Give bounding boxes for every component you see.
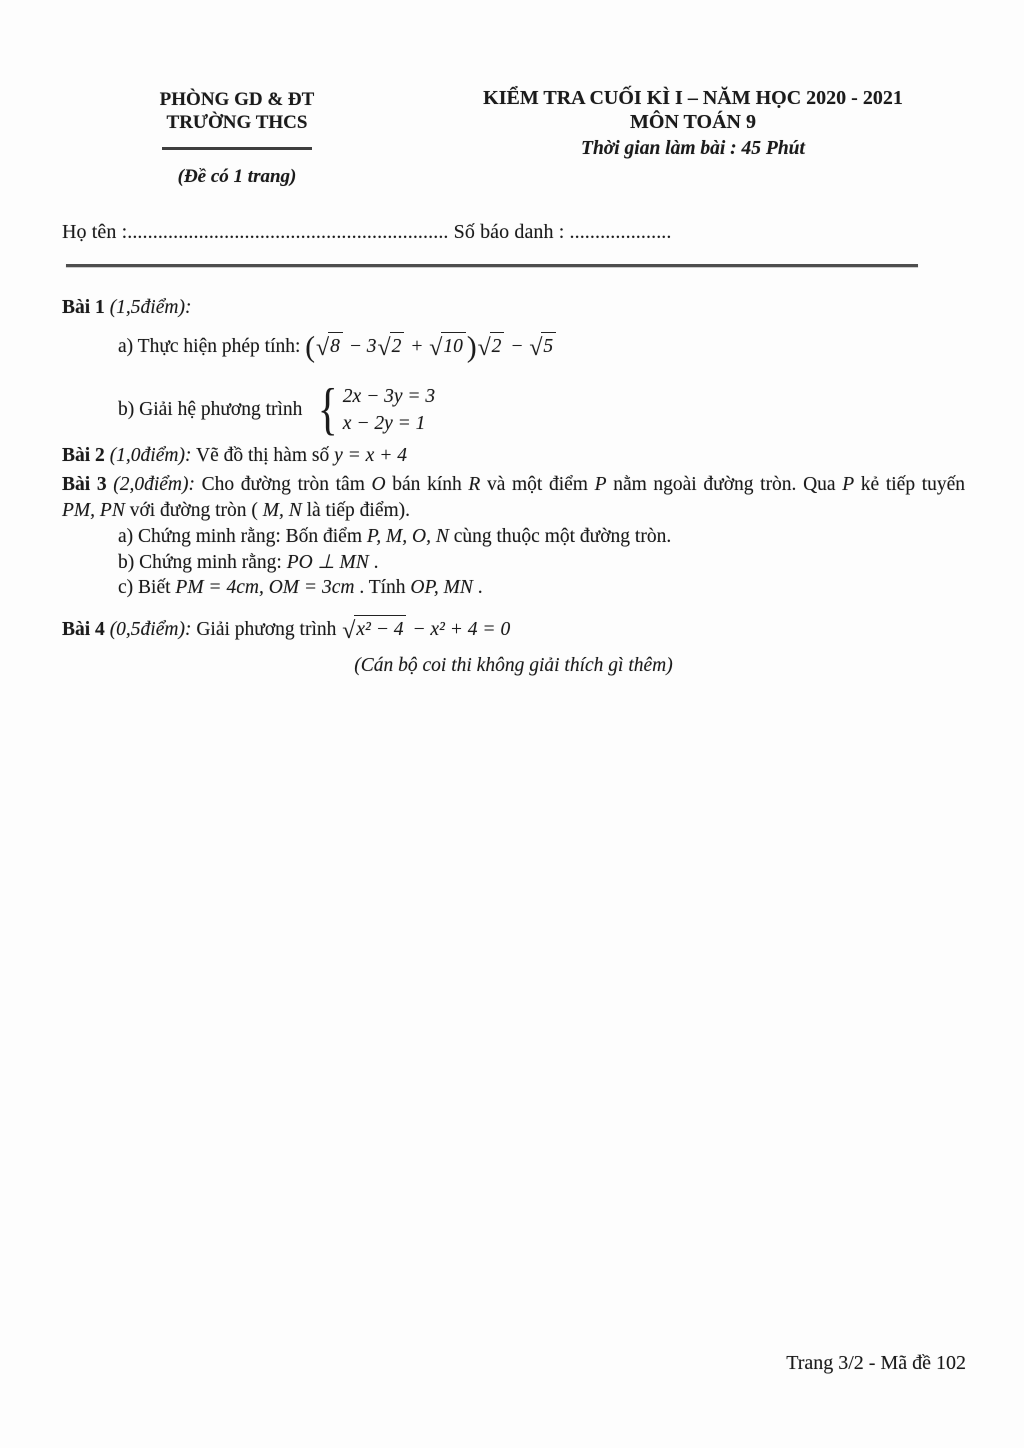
problem-3a: a) Chứng minh rằng: Bốn điểm P, M, O, N cùng thuộc một đường tròn.: [118, 526, 672, 547]
radical-expression: [429, 332, 466, 361]
equation-system: [314, 378, 436, 442]
problem-2: [62, 443, 965, 469]
problem-3-text: Cho đường tròn tâm O bán kính R và một điểm P nằm ngoài đường tròn. Qua P kẻ tiếp tuyến PM, PN với đường tròn ( M, N là tiếp điểm).: [62, 474, 966, 521]
math-expression: M, N: [262, 500, 302, 521]
problem-1-points: (1,5điểm):: [109, 297, 192, 318]
problem-1-number: Bài 1: [62, 297, 105, 318]
issuer-divider-line: [162, 147, 312, 150]
radicand: 2: [490, 332, 505, 360]
exam-body: [62, 295, 965, 679]
math-expression: − 3: [343, 335, 377, 357]
problem-2-points: (1,0điểm):: [109, 445, 192, 466]
math-expression: PM, PN: [62, 500, 125, 521]
page-count-note: (Đề có 1 trang): [177, 166, 297, 187]
proctor-note: (Cán bộ coi thi không giải thích gì thêm): [354, 654, 673, 676]
math-expression: OP, MN: [410, 577, 473, 598]
id-dotted-line: ....................: [569, 221, 672, 243]
radicand: 10: [441, 332, 466, 360]
issuer-school: TRƯỜNG THCS: [166, 112, 308, 133]
problem-1b-label: b) Giải hệ phương trình: [118, 399, 303, 420]
math-paren: (: [305, 331, 316, 364]
math-expression: −: [505, 335, 529, 357]
math-expression: R: [468, 474, 481, 495]
system-equation-2: x − 2y = 1: [342, 413, 426, 434]
radical-expression: [316, 332, 343, 361]
radical-sign: √: [477, 334, 491, 361]
problem-1a: [118, 325, 965, 369]
radicand: x² − 4: [354, 615, 406, 643]
problem-4-number: Bài 4: [62, 618, 105, 640]
math-expression: O: [371, 474, 386, 495]
student-info-line: [62, 221, 722, 244]
radical-sign: √: [429, 334, 443, 361]
problem-3-number: Bài 3: [62, 474, 107, 495]
radical-expression: [378, 332, 405, 361]
name-dotted-line: ...............................................................: [127, 221, 449, 243]
id-label: Số báo danh :: [453, 221, 565, 243]
math-expression: +: [405, 335, 429, 357]
problem-1-title: [62, 295, 965, 321]
problem-3b: b) Chứng minh rằng: PO ⊥ MN .: [118, 551, 379, 573]
radical-sign: √: [529, 334, 543, 361]
radicand: 5: [541, 332, 556, 360]
problem-1b: [118, 379, 965, 441]
radical-expression: [478, 332, 505, 361]
system-equation-1: 2x − 3y = 3: [342, 386, 436, 407]
problem-3-points: (2,0điểm):: [113, 474, 195, 495]
exam-duration: Thời gian làm bài : 45 Phút: [581, 138, 805, 159]
radical-expression: [529, 332, 556, 361]
math-expression: PM = 4cm, OM = 3cm: [175, 577, 355, 598]
radical-expression: [342, 615, 406, 644]
issuer-dept: PHÒNG GD & ĐT: [159, 89, 315, 110]
problem-2-number: Bài 2: [62, 445, 105, 466]
radical-sign: √: [342, 618, 356, 645]
system-brace: {: [318, 378, 338, 442]
issuer-block: [92, 88, 382, 188]
section-divider: [66, 264, 918, 267]
problem-4-points: (0,5điểm):: [109, 618, 192, 640]
problem-4-expression: Giải phương trình √x² − 4 − x² + 4 = 0: [196, 615, 510, 644]
system-equations: [343, 383, 435, 437]
math-expression: PO ⊥ MN: [286, 551, 369, 573]
exam-subject: MÔN TOÁN 9: [630, 111, 756, 133]
problem-2-text: Vẽ đồ thị hàm số y = x + 4: [195, 445, 407, 466]
radical-sign: √: [377, 334, 391, 361]
math-expression: P: [842, 474, 855, 495]
exam-title: KIỂM TRA CUỐI KÌ I – NĂM HỌC 2020 - 2021: [483, 87, 903, 109]
problem-4: [62, 610, 965, 650]
problem-1a-expression: a) Thực hiện phép tính: (√8 − 3√2 + √10 )√2 − √5: [118, 332, 557, 363]
problem-3c: c) Biết PM = 4cm, OM = 3cm . Tính OP, MN .: [118, 577, 483, 598]
math-expression: P, M, O, N: [366, 526, 449, 547]
exam-title-block: [458, 86, 928, 161]
name-label: Họ tên :: [62, 221, 128, 243]
math-expression: y = x + 4: [334, 445, 407, 466]
math-expression: − x² + 4 = 0: [407, 619, 511, 641]
radicand: 8: [328, 332, 343, 360]
math-paren: ): [466, 331, 477, 364]
problem-3: [62, 472, 965, 524]
page-footer: Trang 3/2 - Mã đề 102: [786, 1352, 966, 1374]
radical-sign: √: [316, 334, 330, 361]
math-expression: P: [594, 474, 607, 495]
radicand: 2: [390, 332, 405, 360]
